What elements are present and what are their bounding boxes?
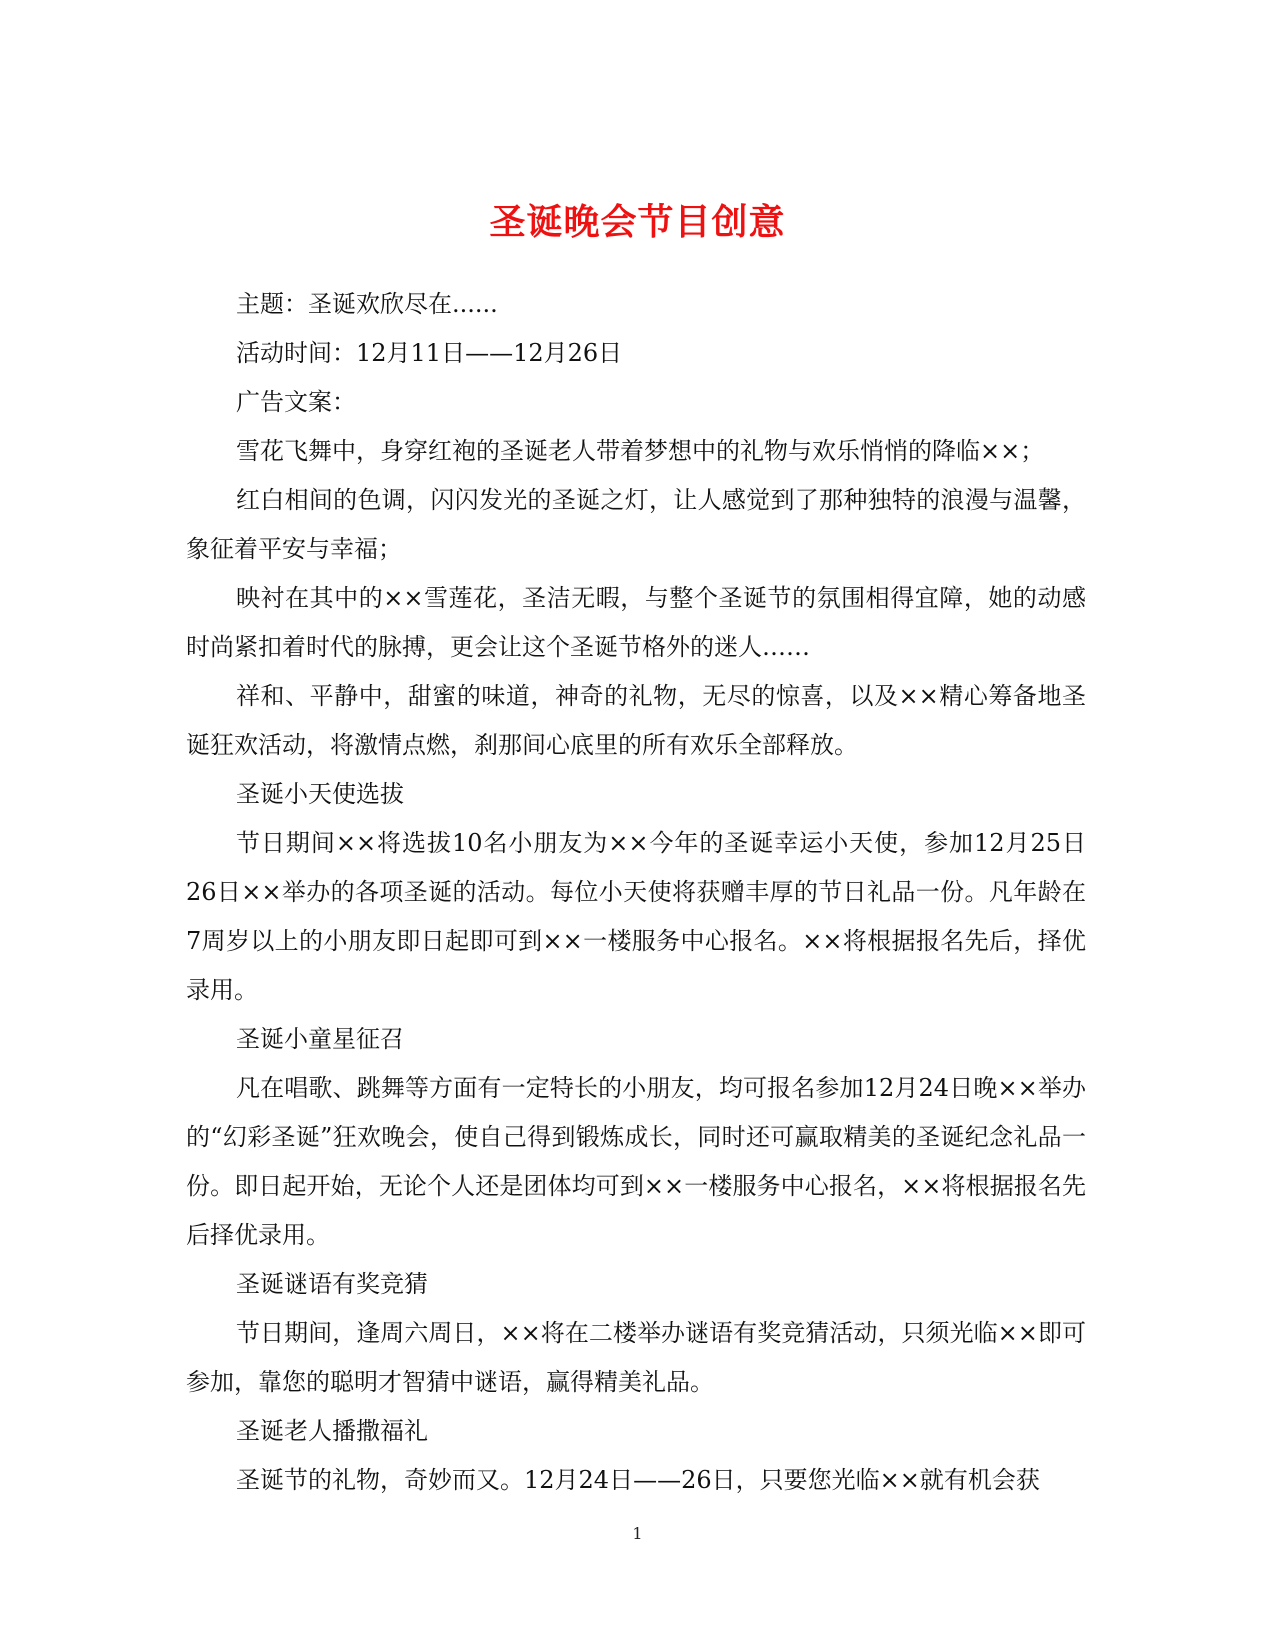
section-heading-angel: 圣诞小天使选拔	[236, 780, 404, 808]
paragraph-angel: 节日期间××将选拔10名小朋友为××今年的圣诞幸运小天使，参加12月25日26日××举办的各项圣诞的活动。每位小天使将获赠丰厚的节日礼品一份。凡年龄在7周岁以上的小朋友即日起即可到××一楼服务中心报名。××将根据报名先后，择优录用。	[186, 829, 1086, 1004]
paragraph-child-star: 凡在唱歌、跳舞等方面有一定特长的小朋友，均可报名参加12月24日晚××举办的“幻彩圣诞”狂欢晚会，使自己得到锻炼成长，同时还可赢取精美的圣诞纪念礼品一份。即日起开始，无论个人还是团体均可到××一楼服务中心报名，××将根据报名先后择优录用。	[186, 1074, 1086, 1249]
paragraph-theme: 主题：圣诞欢欣尽在......	[236, 290, 498, 318]
document-body	[186, 280, 1086, 1505]
paragraph-ad-copy-label: 广告文案：	[236, 388, 356, 416]
section-heading-santa-gifts: 圣诞老人播撒福礼	[236, 1417, 428, 1445]
paragraph-ad-copy-2: 红白相间的色调，闪闪发光的圣诞之灯，让人感觉到了那种独特的浪漫与温馨，象征着平安与幸福；	[186, 486, 1086, 563]
paragraph-ad-copy-3: 映衬在其中的××雪莲花，圣洁无暇，与整个圣诞节的氛围相得宜障，她的动感时尚紧扣着时代的脉搏，更会让这个圣诞节格外的迷人……	[186, 584, 1086, 661]
document-title: 圣诞晚会节目创意	[489, 201, 786, 244]
page-number: 1	[632, 1524, 643, 1543]
paragraph-ad-copy-1: 雪花飞舞中，身穿红袍的圣诞老人带着梦想中的礼物与欢乐悄悄的降临××；	[236, 437, 1045, 465]
paragraph-activity-time: 活动时间：12月11日——12月26日	[236, 339, 623, 367]
paragraph-ad-copy-4: 祥和、平静中，甜蜜的味道，神奇的礼物，无尽的惊喜，以及××精心筹备地圣诞狂欢活动，将激情点燃，刹那间心底里的所有欢乐全部释放。	[186, 682, 1086, 759]
section-heading-child-star: 圣诞小童星征召	[236, 1025, 404, 1053]
section-heading-riddle: 圣诞谜语有奖竞猜	[236, 1270, 428, 1298]
paragraph-riddle: 节日期间，逢周六周日，××将在二楼举办谜语有奖竞猜活动，只须光临××即可参加，靠您的聪明才智猜中谜语，赢得精美礼品。	[186, 1319, 1086, 1396]
paragraph-santa-gifts: 圣诞节的礼物，奇妙而又。12月24日——26日，只要您光临××就有机会获	[236, 1466, 1040, 1494]
